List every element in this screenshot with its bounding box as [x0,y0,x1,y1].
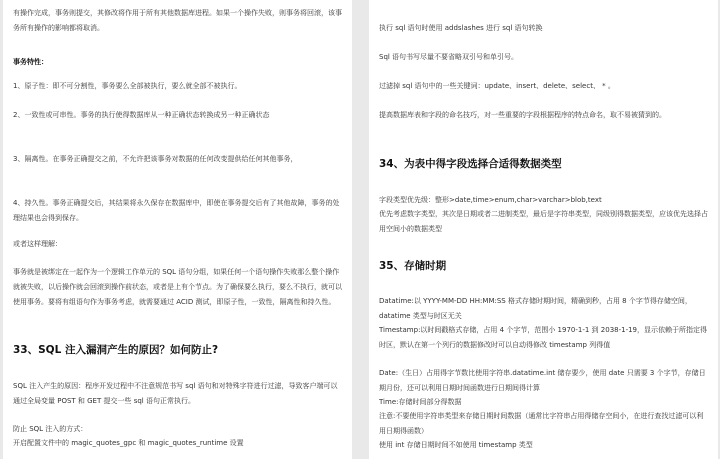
transaction-features-title: 事务特性： [13,58,48,66]
section-34-heading: 34、为表中得字段选择合适得数据类型 [379,158,562,170]
sql-injection-prevention-title: 防止 SQL 注入的方式： [13,425,88,433]
transaction-intro-paragraph: 有操作完成，事务则提交，其修改将作用于所有其他数据库进程。如果一个操作失败，则事务将回滚，该事务所有操作的影响都将取消。 [13,9,342,32]
sql-injection-cause: SQL 注入产生的原因：程序开发过程中不注意规范书写 sql 语句和对特殊字符进行过滤，导致客户端可以通过全局变量 POST 和 GET 提交一些 sql 语句正常执行。 [13,382,338,405]
prevention-item-keyword-filter: 过滤掉 sql 语句中的一些关键词：update、insert、delete、select、 * 。 [379,82,615,90]
timestamp-description: Timestamp:以时间戳格式存储，占用 4 个字节，范围小 1970-1-1 到 2038-1-19，显示依赖于所指定得时区，默认在第一个列行的数据修改时可以自动得修改 timestamp 列得值 [379,326,708,349]
left-page [3,0,352,459]
prevention-item-quotes: Sql 语句书写尽量不要省略双引号和单引号。 [379,53,519,61]
right-page [369,0,718,459]
alternative-explanation: 事务就是被绑定在一起作为一个逻辑工作单元的 SQL 语句分组，如果任何一个语句操作失败那么整个操作就被失败，以后操作就会回滚到操作前状态，或者是上有个节点。为了确保要么执行，要么不执行，就可以使用事务。要将有组语句作为事务考虑，就需要通过 ACID 测试，即原子性，一致性，隔离性和持久性。 [13,268,342,306]
prevention-item-addslashes: 执行 sql 语句时使用 addslashes 进行 sql 语句转换 [379,24,543,32]
int-storage-note: 使用 int 存储日期时间不如使用 timestamp 类型 [379,441,533,449]
feature-isolation: 3、隔离性。在事务正确提交之前，不允许把该事务对数据的任何改变提供给任何其他事务， [13,155,298,163]
type-guidance: 优先考虑数字类型，其次是日期或者二进制类型，最后是字符串类型，同级别得数据类型，应该优先选择占用空间小的数据类型 [379,210,708,233]
alternative-intro: 或者这样理解： [13,240,62,248]
section-33-heading: 33、SQL 注入漏洞产生的原因？如何防止? [13,344,219,356]
prevention-item-magic-quotes: 开启配置文件中的 magic_quotes_gpc 和 magic_quotes_runtime 设置 [13,439,244,447]
section-35-heading: 35、存储时期 [379,260,447,272]
prevention-item-naming: 提高数据库表和字段的命名技巧，对一些重要的字段根据程序的特点命名，取不易被猜到的。 [379,111,666,119]
storage-note: 注意:不要使用字符串类型来存储日期时间数据（通常比字符串占用得储存空间小，在进行查找过滤可以利用日期得函数） [379,412,704,435]
feature-durability: 4、持久性。事务正确提交后，其结果将永久保存在数据库中，即使在事务提交后有了其他故障，事务的处理结果也会得到保存。 [13,199,340,222]
time-description: Time:存储时间部分得数据 [379,398,462,406]
feature-atomicity: 1、原子性：即不可分割性，事务要么全部被执行，要么就全部不被执行。 [13,82,242,90]
datetime-description: Datatime:以 YYYY-MM-DD HH:MM:SS 格式存储时期时间，精确到秒，占用 8 个字节得存储空间，datatime 类型与时区无关 [379,297,692,320]
feature-consistency: 2、一致性或可串性。事务的执行使得数据库从一种正确状态转换成另一种正确状态 [13,111,270,119]
date-description: Date:（生日）占用得字节数比使用字符串.datatime.int 储存要少，使用 date 只需要 3 个字节，存储日期月份，还可以利用日期时间函数进行日期间得计算 [379,369,706,392]
type-priority: 字段类型优先级：整形>date,time>enum,char>varchar>blob,text [379,196,602,204]
